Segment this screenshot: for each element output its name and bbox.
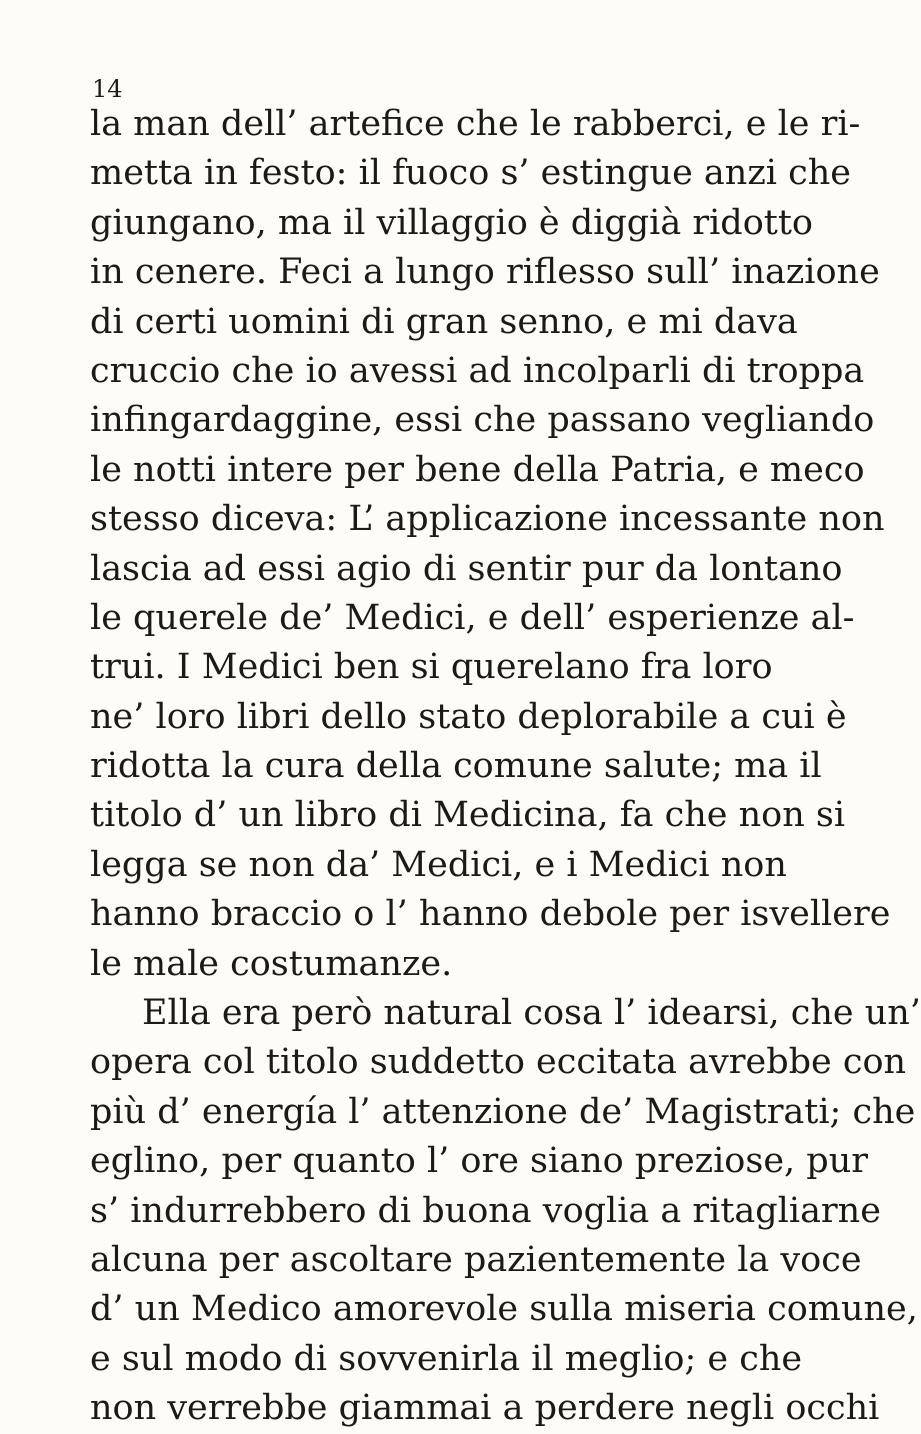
text-line: le querele de’ Medici, e dell’ esperienze al- <box>90 597 855 638</box>
text-line: legga se non da’ Medici, e i Medici non <box>90 844 787 885</box>
paragraph-end-line: le male costumanze. <box>90 943 453 984</box>
text-line: ridotta la cura della comune salute; ma il <box>90 746 822 787</box>
text-line: stesso diceva: L’ applicazione incessante non <box>90 499 885 540</box>
text-line: infingardaggine, essi che passano vegliando <box>90 400 875 441</box>
text-line: e sul modo di sovvenirla il meglio; e che <box>90 1338 803 1379</box>
text-line: opera col titolo suddetto eccitata avrebbe con <box>90 1042 907 1083</box>
text-line: di certi uomini di gran senno, e mi dava <box>90 301 798 342</box>
text-line: hanno braccio o l’ hanno debole per isvellere <box>90 894 891 935</box>
text-line: metta in festo: il fuoco s’ estingue anzi che <box>90 153 851 194</box>
text-line: cruccio che io avessi ad incolparli di troppa <box>90 350 865 391</box>
text-line: eglino, per quanto l’ ore siano preziose, pur <box>90 1141 868 1182</box>
text-line: in cenere. Feci a lungo riflesso sull’ inazione <box>90 252 880 293</box>
paragraph-start-line: Ella era però natural cosa l’ idearsi, che un’ <box>142 993 921 1034</box>
text-line: più d’ energía l’ attenzione de’ Magistrati; che <box>90 1091 916 1132</box>
text-line: giungano, ma il villaggio è diggià ridotto <box>90 202 813 243</box>
text-line: alcuna per ascoltare pazientemente la voce <box>90 1239 862 1280</box>
text-line: la man dell’ artefice che le rabberci, e le ri- <box>90 104 861 144</box>
text-line: lascia ad essi agio di sentir pur da lontano <box>90 548 843 589</box>
text-line: d’ un Medico amorevole sulla miseria comune, <box>90 1289 918 1330</box>
text-line: ne’ loro libri dello stato deplorabile a cui è <box>90 696 847 737</box>
text-line: titolo d’ un libro di Medicina, fa che non si <box>90 795 846 836</box>
text-line: non verrebbe giammai a perdere negli occhi <box>90 1388 880 1429</box>
text-line: trui. I Medici ben si querelano fra loro <box>90 647 773 688</box>
text-line: le notti intere per bene della Patria, e meco <box>90 449 865 490</box>
page-number: 14 <box>92 75 123 103</box>
body-text <box>90 100 921 1434</box>
text-line: s’ indurrebbero di buona voglia a ritagliarne <box>90 1190 881 1231</box>
